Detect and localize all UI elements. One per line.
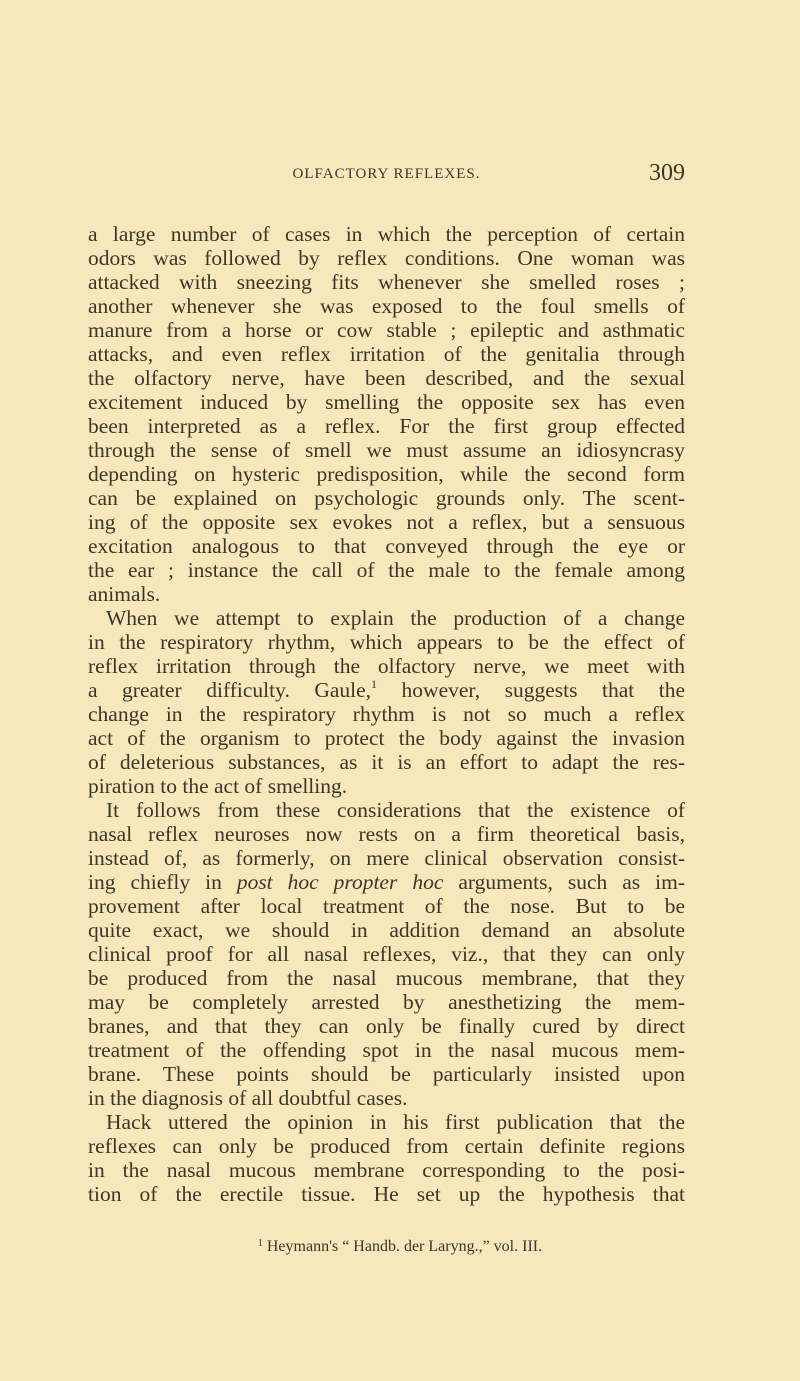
line-text: been interpreted as a reflex. For the first group effected [88, 414, 685, 438]
page-number: 309 [649, 160, 685, 186]
line-text: excitation analogous to that conveyed through the eye or [88, 534, 685, 558]
line-text: in the respiratory rhythm, which appears to be the effect of [88, 630, 685, 654]
line-text: piration to the act of smelling. [88, 774, 348, 798]
line-text: treatment of the offending spot in the nasal mucous mem- [88, 1038, 685, 1062]
text-line [88, 1134, 685, 1158]
line-text: arguments, such as im- [443, 870, 685, 894]
text-line [88, 678, 685, 702]
line-text: through the sense of smell we must assume an idiosyncrasy [88, 438, 685, 462]
text-line [88, 534, 685, 558]
line-text: can be explained on psychologic grounds only. The scent- [88, 486, 685, 510]
line-text: nasal reflex neuroses now rests on a firm theoretical basis, [88, 822, 685, 846]
text-line [88, 750, 685, 774]
text-line [88, 462, 685, 486]
text-line [88, 510, 685, 534]
line-text: It follows from these considerations that the existence of [106, 798, 685, 822]
text-line [88, 726, 685, 750]
text-line [88, 222, 685, 246]
line-text: of deleterious substances, as it is an effort to adapt the res- [88, 750, 685, 774]
text-line [88, 582, 685, 606]
text-line [88, 1182, 685, 1206]
line-text: When we attempt to explain the production of a change [106, 606, 685, 630]
text-line [88, 246, 685, 270]
text-line [88, 366, 685, 390]
text-line [88, 774, 685, 798]
text-line [88, 846, 685, 870]
line-text: depending on hysteric predisposition, while the second form [88, 462, 685, 486]
text-line [88, 894, 685, 918]
text-line [88, 1038, 685, 1062]
line-text: brane. These points should be particularly insisted upon [88, 1062, 685, 1086]
line-text: another whenever she was exposed to the foul smells of [88, 294, 685, 318]
text-line [88, 630, 685, 654]
running-title: OLFACTORY REFLEXES. [292, 166, 481, 182]
text-line [88, 414, 685, 438]
line-text: may be completely arrested by anesthetizing the mem- [88, 990, 685, 1014]
text-line [88, 702, 685, 726]
line-text: excitement induced by smelling the opposite sex has even [88, 390, 685, 414]
line-text: manure from a horse or cow stable ; epileptic and asthmatic [88, 318, 685, 342]
text-line [88, 798, 685, 822]
text-line [88, 1062, 685, 1086]
footnote-text: Heymann's “ Handb. der Laryng.,” vol. III. [262, 1238, 543, 1255]
text-line [88, 558, 685, 582]
italic-phrase: post hoc propter hoc [236, 870, 444, 894]
line-text: in the diagnosis of all doubtful cases. [88, 1086, 408, 1110]
text-line [88, 942, 685, 966]
line-text: attacked with sneezing fits whenever she smelled roses ; [88, 270, 685, 294]
text-line [88, 966, 685, 990]
line-text: act of the organism to protect the body against the invasion [88, 726, 685, 750]
text-line [88, 606, 685, 630]
line-text: in the nasal mucous membrane corresponding to the posi- [88, 1158, 685, 1182]
text-line [88, 1014, 685, 1038]
line-text: provement after local treatment of the nose. But to be [88, 894, 685, 918]
text-line [88, 390, 685, 414]
page-header [88, 160, 685, 190]
line-text: instead of, as formerly, on mere clinical observation consist- [88, 846, 685, 870]
line-text: clinical proof for all nasal reflexes, viz., that they can only [88, 942, 685, 966]
footnote-marker: 1 [257, 1238, 263, 1249]
line-text: the ear ; instance the call of the male to the female among [88, 558, 685, 582]
line-text: reflexes can only be produced from certain definite regions [88, 1134, 685, 1158]
body-text [88, 222, 685, 1206]
line-text: a large number of cases in which the perception of certain [88, 222, 685, 246]
line-text: odors was followed by reflex conditions. One woman was [88, 246, 685, 270]
line-text: quite exact, we should in addition demand an absolute [88, 918, 685, 942]
footnote-reference: 1 [371, 677, 378, 691]
text-line [88, 438, 685, 462]
footnote [0, 1238, 800, 1256]
line-text: a greater difficulty. Gaule, [88, 678, 372, 702]
text-line [88, 294, 685, 318]
text-line [88, 1110, 685, 1134]
text-line [88, 1086, 685, 1110]
line-text: attacks, and even reflex irritation of the genitalia through [88, 342, 685, 366]
line-text: however, suggests that the [377, 678, 685, 702]
text-line [88, 918, 685, 942]
line-text: tion of the erectile tissue. He set up the hypothesis that [88, 1182, 685, 1206]
text-line [88, 870, 685, 894]
text-line [88, 654, 685, 678]
text-line [88, 1158, 685, 1182]
line-text: the olfactory nerve, have been described, and the sexual [88, 366, 685, 390]
line-text: animals. [88, 582, 161, 606]
text-line [88, 270, 685, 294]
line-text: ing of the opposite sex evokes not a reflex, but a sensuous [88, 510, 685, 534]
text-line [88, 342, 685, 366]
line-text: reflex irritation through the olfactory nerve, we meet with [88, 654, 685, 678]
line-text: ing chiefly in [88, 870, 237, 894]
line-text: change in the respiratory rhythm is not so much a reflex [88, 702, 685, 726]
line-text: branes, and that they can only be finally cured by direct [88, 1014, 685, 1038]
text-line [88, 318, 685, 342]
line-text: be produced from the nasal mucous membrane, that they [88, 966, 685, 990]
text-line [88, 990, 685, 1014]
text-line [88, 486, 685, 510]
text-line [88, 822, 685, 846]
line-text: Hack uttered the opinion in his first publication that the [106, 1110, 685, 1134]
